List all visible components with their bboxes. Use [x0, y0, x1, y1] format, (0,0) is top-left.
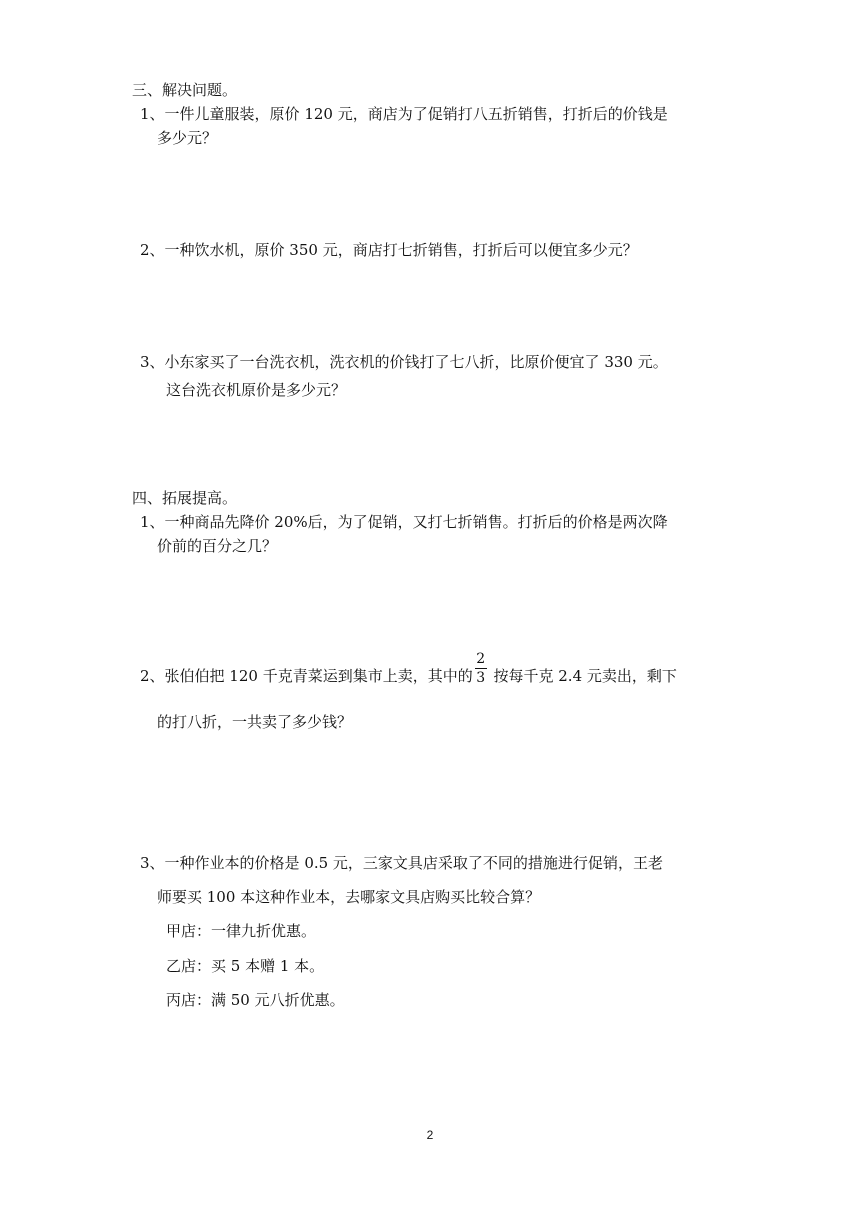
fraction-numerator: 2 [476, 651, 486, 667]
s3-q3-line2: 这台洗衣机原价是多少元？ [166, 381, 347, 399]
fraction-two-thirds [475, 651, 487, 687]
s3-q1-line1: 1、一件儿童服装，原价 120 元，商店为了促销打八五折销售，打折后的价钱是 [140, 105, 668, 123]
page-number: 2 [426, 1128, 434, 1142]
store-a-offer: 甲店：一律九折优惠。 [166, 922, 317, 940]
s4-q2-text-pre: 2、张伯伯把 120 千克青菜运到集市上卖，其中的 [140, 667, 473, 685]
s4-q3-line1: 3、一种作业本的价格是 0.5 元，三家文具店采取了不同的措施进行促销，王老 [140, 854, 663, 872]
section3-heading: 三、解决问题。 [132, 81, 238, 99]
s3-q2-line1: 2、一种饮水机，原价 350 元，商店打七折销售，打折后可以便宜多少元？ [140, 241, 638, 259]
store-b-offer: 乙店：买 5 本赠 1 本。 [166, 957, 325, 975]
s4-q2-line2: 的打八折，一共卖了多少钱？ [157, 713, 353, 731]
store-c-offer: 丙店：满 50 元八折优惠。 [166, 991, 345, 1009]
s3-q1-line2: 多少元？ [157, 129, 218, 147]
s4-q3-line2: 师要买 100 本这种作业本，去哪家文具店购买比较合算？ [157, 888, 541, 906]
fraction-bar [475, 668, 487, 669]
s4-q1-line2: 价前的百分之几？ [157, 537, 278, 555]
s4-q1-line1: 1、一种商品先降价 20%后，为了促销，又打七折销售。打折后的价格是两次降 [140, 513, 668, 531]
s3-q3-line1: 3、小东家买了一台洗衣机，洗衣机的价钱打了七八折，比原价便宜了 330 元。 [140, 353, 668, 371]
s4-q2-text-post: 按每千克 2.4 元卖出，剩下 [488, 667, 677, 685]
s4-q2-line1 [140, 651, 677, 687]
section4-heading: 四、拓展提高。 [132, 489, 238, 507]
fraction-denominator: 3 [476, 670, 486, 686]
